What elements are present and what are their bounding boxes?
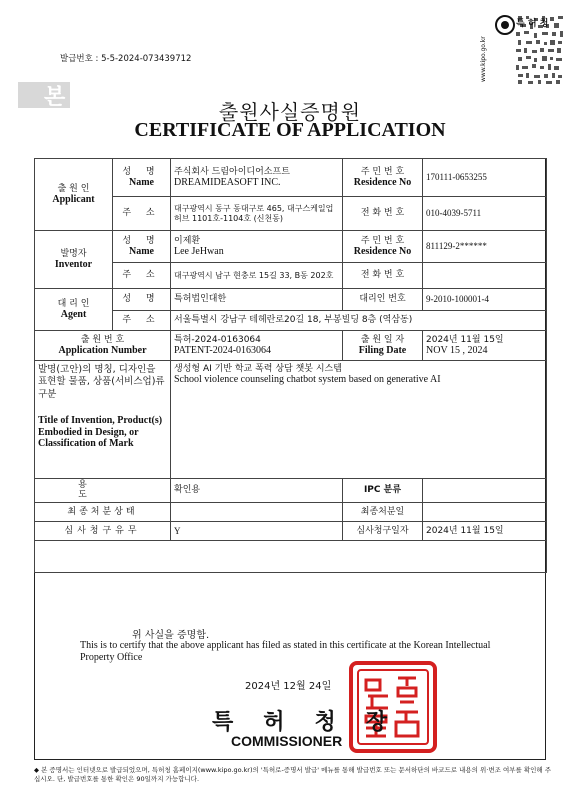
inventor-address: 대구광역시 남구 현충로 15길 33, B동 202호: [171, 263, 343, 289]
final-date: [423, 502, 547, 521]
ipc-label: IPC 분류: [343, 479, 423, 503]
agent-address: 서울특별시 강남구 테헤란로20길 18, 부봉빌딩 8층 (역삼동): [171, 311, 547, 331]
qr-label: 특 허 청: [516, 19, 549, 29]
applicant-residence-label-en: Residence No: [353, 176, 412, 188]
ipc-value: [423, 479, 547, 503]
issue-number: 발급번호 : 5-5-2024-073439712: [60, 54, 192, 64]
application-number-label: [35, 331, 171, 361]
inventor-name: [171, 231, 343, 263]
filing-date-en: NOV 15 , 2024: [426, 344, 488, 356]
inventor-residence-label-en: Residence No: [353, 245, 412, 257]
inventor-name-label: [113, 231, 171, 263]
invention-title-label: [35, 361, 171, 479]
agent-label-en: Agent: [60, 308, 87, 320]
application-number-label-ko: 출 원 번 호: [80, 334, 125, 345]
agent-name: 특허법인대한: [171, 289, 343, 311]
applicant-name: [171, 159, 343, 197]
copy-mark-text: 본: [44, 85, 66, 110]
certification-statement-ko: 위 사실을 증명함.: [132, 630, 210, 641]
filing-date: [423, 331, 547, 361]
filing-date-label-ko: 출 원 일 자: [360, 334, 405, 345]
applicant-name-label-ko: 성 명: [122, 166, 161, 177]
agent-label-ko: 대 리 인: [57, 298, 90, 309]
exam-date: 2024년 11월 15일: [423, 521, 547, 540]
application-number-en: PATENT-2024-0163064: [174, 344, 272, 356]
inventor-label-en: Inventor: [54, 258, 93, 270]
purpose: 확인용: [171, 479, 343, 503]
qr-url: www.kipo.go.kr: [480, 36, 487, 82]
agent-name-label: 성 명: [113, 289, 171, 311]
final-date-label: 최종처분일: [343, 502, 423, 521]
exam-date-label: 심사청구일자: [343, 521, 423, 540]
applicant-residence-label-ko: 주 민 번 호: [360, 166, 405, 177]
inventor-name-label-ko: 성 명: [122, 235, 161, 246]
invention-title-en: School violence counseling chatbot system based on generative AI: [174, 374, 441, 386]
agent-label: [35, 289, 113, 331]
applicant-name-en: DREAMIDEASOFT INC.: [174, 176, 281, 188]
footer-notice: ◆ 본 증명서는 인터넷으로 발급되었으며, 특허청 홈페이지(www.kipo.go.kr)의 '특허로-증명서 발급' 메뉴를 통해 발급번호 또는 문서하단의 바코드로 내용의 위·변조 여부를 확인해 주십시오. 단, 발급번호를 통한 확인은 90일까지 가능합니다.: [34, 766, 552, 783]
application-number-ko: 특허-2024-0163064: [174, 334, 261, 345]
inventor-name-label-en: Name: [129, 245, 154, 257]
applicant-label-ko: 출 원 인: [57, 183, 90, 194]
issuer-korean: 특허청장: [212, 710, 418, 735]
certificate-table: [34, 158, 547, 573]
purpose-label: 용 도: [35, 479, 171, 503]
invention-title-ko: 생성형 AI 기반 학교 폭력 상담 챗봇 시스템: [174, 364, 342, 374]
inventor-residence-label-ko: 주 민 번 호: [360, 235, 405, 246]
applicant-label: [35, 159, 113, 231]
title-english: CERTIFICATE OF APPLICATION: [134, 119, 446, 141]
application-number: [171, 331, 343, 361]
invention-title: [171, 361, 547, 479]
inventor-label-ko: 발명자: [60, 248, 87, 259]
inventor-residence-no: 811129-2******: [423, 231, 547, 263]
applicant-label-en: Applicant: [52, 193, 95, 205]
invention-title-label-ko: 발명(고안)의 명칭, 디자인을 표현할 물품, 상품(서비스업)류 구분: [38, 364, 165, 400]
invention-title-label-en: Title of Invention, Product(s) Embodied in Design, or Classification of Mark: [38, 415, 163, 450]
applicant-address: 대구광역시 동구 동대구로 465, 대구스케일업허브 1101호-1104호 (신천동): [171, 197, 343, 231]
applicant-phone: 010-4039-5711: [423, 197, 547, 231]
title-korean: 출원사실증명원: [218, 100, 362, 124]
inventor-name-ko: 이제환: [174, 235, 201, 246]
certification-statement-en: This is to certify that the above applicant has filed as stated in this certificate at the Korean Intellectual Property Office: [80, 640, 491, 663]
inventor-name-en: Lee JeHwan: [174, 245, 224, 257]
exam-request: Y: [171, 521, 343, 540]
filing-date-ko: 2024년 11월 15일: [426, 334, 504, 345]
filing-date-label: [343, 331, 423, 361]
issuer-english: COMMISSIONER: [231, 733, 343, 749]
inventor-label: [35, 231, 113, 289]
applicant-residence-no: 170111-0653255: [423, 159, 547, 197]
agent-no-label: 대리인 번호: [343, 289, 423, 311]
applicant-name-label: [113, 159, 171, 197]
applicant-phone-label: 전 화 번 호: [343, 197, 423, 231]
inventor-phone-label: 전 화 번 호: [343, 263, 423, 289]
blank-row: [35, 540, 547, 572]
inventor-address-label: 주 소: [113, 263, 171, 289]
applicant-residence-label: [343, 159, 423, 197]
inventor-phone: [423, 263, 547, 289]
agent-no: 9-2010-100001-4: [423, 289, 547, 311]
applicant-name-ko: 주식회사 드림아이디어소프트: [174, 166, 290, 177]
certification-date: 2024년 12월 24일: [245, 681, 332, 692]
applicant-name-label-en: Name: [129, 176, 154, 188]
final-status: [171, 502, 343, 521]
final-status-label: 최종처분상태: [35, 502, 171, 521]
inventor-residence-label: [343, 231, 423, 263]
applicant-address-label: 주 소: [113, 197, 171, 231]
application-number-label-en: Application Number: [58, 344, 147, 356]
agent-address-label: 주 소: [113, 311, 171, 331]
exam-request-label: 심사청구유무: [35, 521, 171, 540]
filing-date-label-en: Filing Date: [358, 344, 407, 356]
